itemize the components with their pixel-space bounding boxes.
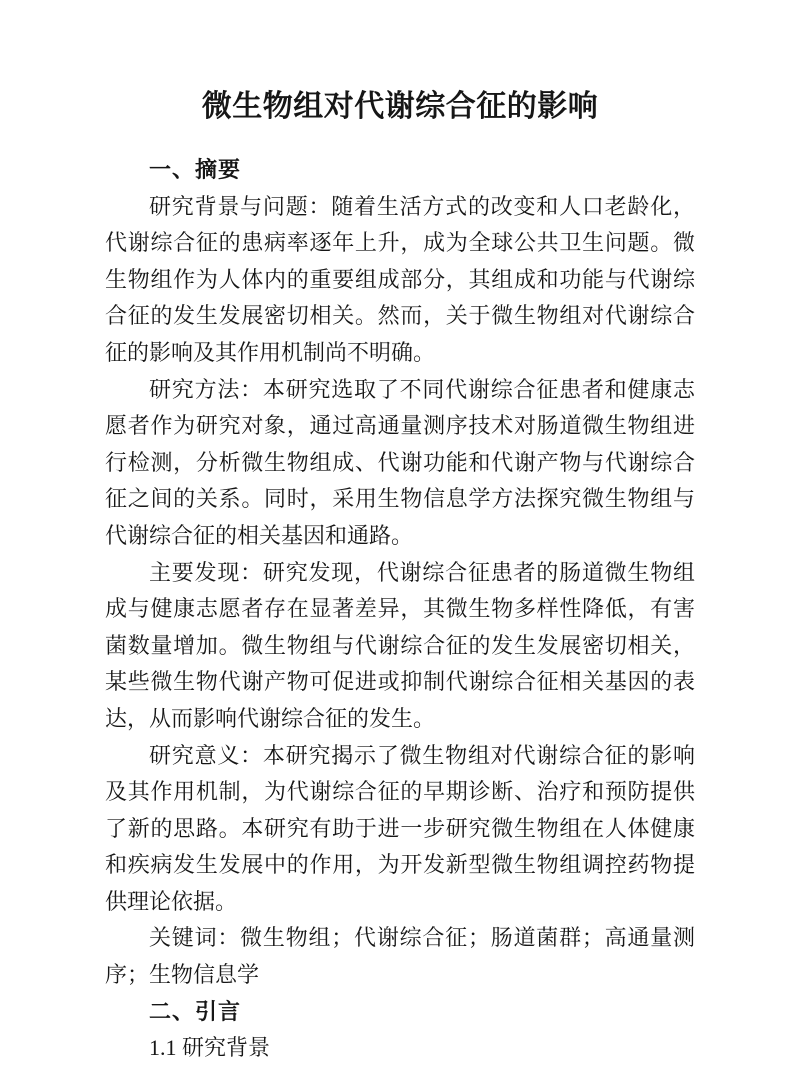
paragraph-research-background: 研究背景与问题：随着生活方式的改变和人口老龄化，代谢综合征的患病率逐年上升，成为全球公共卫生问题。微生物组作为人体内的重要组成部分，其组成和功能与代谢综合征的发生发展密切相关。然而，关于微生物组对代谢综合征的影响及其作用机制尚不明确。	[105, 193, 695, 365]
paragraph-research-methods: 研究方法：本研究选取了不同代谢综合征患者和健康志愿者作为研究对象，通过高通量测序技术对肠道微生物组进行检测，分析微生物组成、代谢功能和代谢产物与代谢综合征之间的关系。同时，采用生物信息学方法探究微生物组与代谢综合征的相关基因和通路。	[105, 376, 695, 548]
section-heading-abstract: 一、摘要	[149, 157, 242, 182]
paragraph-research-significance: 研究意义：本研究揭示了微生物组对代谢综合征的影响及其作用机制，为代谢综合征的早期诊断、治疗和预防提供了新的思路。本研究有助于进一步研究微生物组在人体健康和疾病发生发展中的作用，为开发新型微生物组调控药物提供理论依据。	[105, 742, 695, 914]
subheading-research-background: 1.1 研究背景	[149, 1035, 271, 1061]
paragraph-main-findings: 主要发现：研究发现，代谢综合征患者的肠道微生物组成与健康志愿者存在显著差异，其微生物多样性降低，有害菌数量增加。微生物组与代谢综合征的发生发展密切相关，某些微生物代谢产物可促进或抑制代谢综合征相关基因的表达，从而影响代谢综合征的发生。	[105, 559, 695, 731]
paragraph-keywords: 关键词：微生物组；代谢综合征；肠道菌群；高通量测序；生物信息学	[105, 925, 695, 988]
document-title: 微生物组对代谢综合征的影响	[201, 90, 599, 123]
document-body	[105, 152, 695, 1067]
section-heading-introduction: 二、引言	[149, 998, 242, 1024]
